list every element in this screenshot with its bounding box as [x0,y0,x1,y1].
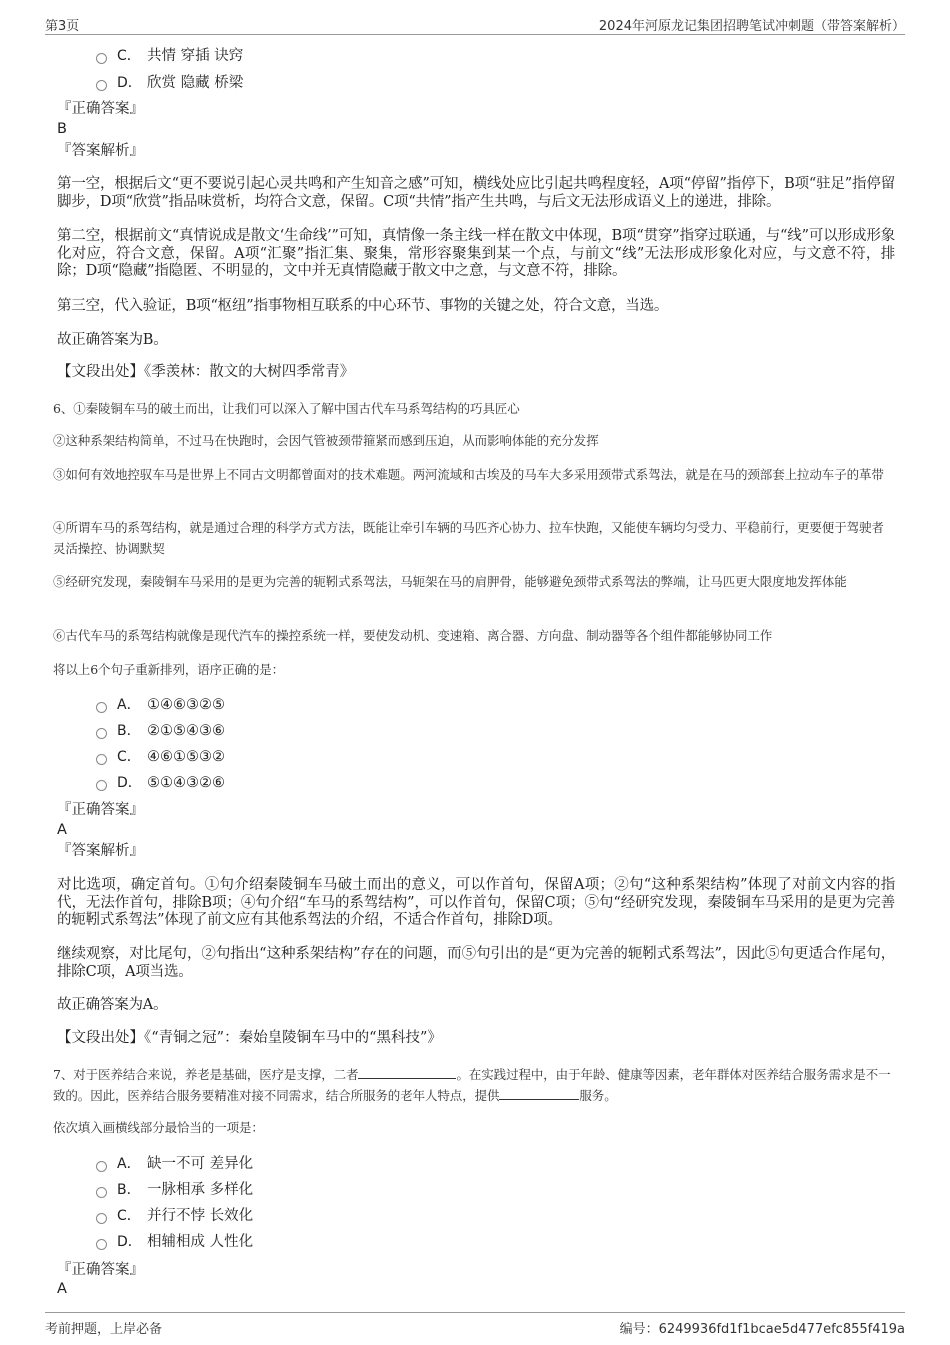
option-text: ⑤①④③②⑥ [147,775,225,791]
option-letter: D． [117,1234,142,1250]
option-letter: C． [117,749,141,765]
option-letter: B． [117,723,141,739]
option-letter: C． [117,1208,141,1224]
page-footer [45,1312,905,1341]
option-letter: D． [117,775,142,791]
page-number: 第3页 [45,19,80,34]
radio-icon[interactable] [96,702,107,713]
q6-sentence-2: ②这种系架结构简单，不过马在快跑时，会因气管被颈带箍紧而感到压迫，从而影响体能的充分发挥 [53,433,599,448]
q5-answer-value: B [57,121,67,137]
q6-answer-label: 『正确答案』 [57,802,144,818]
option-text: 共情 穿插 诀窍 [147,48,244,64]
option-text: ①④⑥③②⑤ [147,697,225,713]
q5-analysis-para-4: 故正确答案为B。 [57,332,168,348]
q6-answer-value: A [57,822,67,838]
radio-icon[interactable] [96,80,107,91]
q6-option-c[interactable] [96,747,225,767]
option-letter: D． [117,75,142,91]
document-title: 2024年河原龙记集团招聘笔试冲刺题（带答案解析） [598,19,905,34]
radio-icon[interactable] [96,754,107,765]
q5-analysis-para-1: 第一空，根据后文“更不要说引起心灵共鸣和产生知音之感”可知，横线处应比引起共鸣程度轻，A项“停留”指停下，B项“驻足”指停留脚步，D项“欣赏”指品味赏析，均符合文意，保留。C项“共情”指产生共鸣，与后文无法形成语义上的递进，排除。 [57,176,895,210]
fill-blank-2[interactable] [499,1087,579,1100]
option-text: 并行不悖 长效化 [147,1208,254,1224]
document-code: 编号：6249936fd1f1bcae5d477efc855f419a [619,1322,905,1337]
q6-sentence-3: ③如何有效地控驭车马是世界上不同古文明都曾面对的技术难题。两河流域和古埃及的马车大多采用颈带式系驾法，就是在马的颈部套上拉动车子的革带 [53,467,884,482]
q5-analysis-para-2: 第二空，根据前文“真情说成是散文‘生命线’”可知，真情像一条主线一样在散文中体现，B项“贯穿”指穿过联通，与“线”可以形成形象化对应，符合文意，保留。A项“汇聚”指汇集、聚集，常形容聚集到某一个点，与前文“线”无法形成形象化对应，与文意不符，排除；D项“隐藏”指隐匿、不明显的，文中并无真情隐藏于散文中之意，与文意不符，排除。 [57,228,895,279]
q7-option-c[interactable] [96,1206,253,1226]
q6-sentence-6: ⑥古代车马的系驾结构就像是现代汽车的操控系统一样，要使发动机、变速箱、离合器、方向盘、制动器等各个组件都能够协同工作 [53,628,773,643]
q6-sentence-5: ⑤经研究发现，秦陵铜车马采用的是更为完善的轭靷式系驾法，马轭架在马的肩胛骨，能够避免颈带式系驾法的弊端，让马匹更大限度地发挥体能 [53,574,847,589]
q5-analysis-label: 『答案解析』 [57,143,144,159]
radio-icon[interactable] [96,1161,107,1172]
q7-option-d[interactable] [96,1232,253,1252]
radio-icon[interactable] [96,1187,107,1198]
q6-option-d[interactable] [96,773,225,793]
q6-analysis-para-3: 故正确答案为A。 [57,997,168,1013]
q7-answer-label: 『正确答案』 [57,1262,144,1278]
q6-prompt: 将以上6个句子重新排列，语序正确的是： [53,662,285,677]
option-letter: C． [117,48,141,64]
q6-sentence-4: ④所谓车马的系驾结构，就是通过合理的科学方式方法，既能让牵引车辆的马匹齐心协力、拉车快跑，又能使车辆均匀受力、平稳前行，更要便于驾驶者灵活操控、协调默契 [53,520,884,556]
q6-analysis-label: 『答案解析』 [57,843,144,859]
q7-option-a[interactable] [96,1154,253,1174]
q5-option-d[interactable] [96,73,243,93]
q5-source: 【文段出处】《季羡林：散文的大树四季常青》 [57,364,355,380]
q6-analysis-para-1: 对比选项，确定首句。①句介绍秦陵铜车马破土而出的意义，可以作首句，保留A项；②句“这种系架结构”体现了对前文内容的指代，无法作首句，排除B项；④句介绍“车马的系驾结构”，可以作首句，保留C项；⑤句“经研究发现，秦陵铜车马采用的是更为完善的轭靷式系驾法”体现了前文应有其他系驾法的介绍，不适合作首句，排除D项。 [57,877,895,928]
q5-answer-label: 『正确答案』 [57,101,144,117]
option-letter: A． [117,697,141,713]
q6-sentence-1: 6、①秦陵铜车马的破土而出，让我们可以深入了解中国古代车马系驾结构的巧具匠心 [53,401,520,416]
q6-option-a[interactable] [96,695,225,715]
q6-option-b[interactable] [96,721,225,741]
q7-stem-part-2: 。在实践过程中，由于年龄、健康等因素，老年群体对医养结合服务需求是不一致的。因此，医养结合服务要精准对接不同需求，结合所服务的老年人特点，提供 [53,1067,891,1103]
option-text: 欣赏 隐藏 桥梁 [147,75,244,91]
option-text: ②①⑤④③⑥ [147,723,225,739]
option-letter: B． [117,1182,141,1198]
radio-icon[interactable] [96,728,107,739]
option-letter: A． [117,1156,141,1172]
q7-stem [53,1064,895,1106]
radio-icon[interactable] [96,1213,107,1224]
fill-blank-1[interactable] [358,1066,456,1079]
option-text: 相辅相成 人性化 [147,1234,254,1250]
page-header [45,12,905,35]
option-text: ④⑥①⑤③② [147,749,225,765]
q5-option-c[interactable] [96,46,243,66]
radio-icon[interactable] [96,53,107,64]
q7-stem-part-1: 7、对于医养结合来说，养老是基础，医疗是支撑，二者 [53,1067,359,1082]
q7-prompt: 依次填入画横线部分最恰当的一项是： [53,1120,264,1135]
q7-stem-part-3: 服务。 [579,1088,617,1103]
option-text: 一脉相承 多样化 [147,1182,254,1198]
q6-source: 【文段出处】《“青铜之冠”：秦始皇陵铜车马中的“黑科技”》 [57,1030,442,1046]
q7-answer-value: A [57,1281,67,1297]
option-text: 缺一不可 差异化 [147,1156,254,1172]
q6-analysis-para-2: 继续观察，对比尾句，②句指出“这种系架结构”存在的问题，而⑤句引出的是“更为完善的轭靷式系驾法”，因此⑤句更适合作尾句，排除C项，A项当选。 [57,946,895,980]
radio-icon[interactable] [96,780,107,791]
q5-analysis-para-3: 第三空，代入验证，B项“枢纽”指事物相互联系的中心环节、事物的关键之处，符合文意，当选。 [57,298,669,314]
footer-slogan: 考前押题，上岸必备 [45,1322,163,1337]
q7-option-b[interactable] [96,1180,253,1200]
radio-icon[interactable] [96,1239,107,1250]
